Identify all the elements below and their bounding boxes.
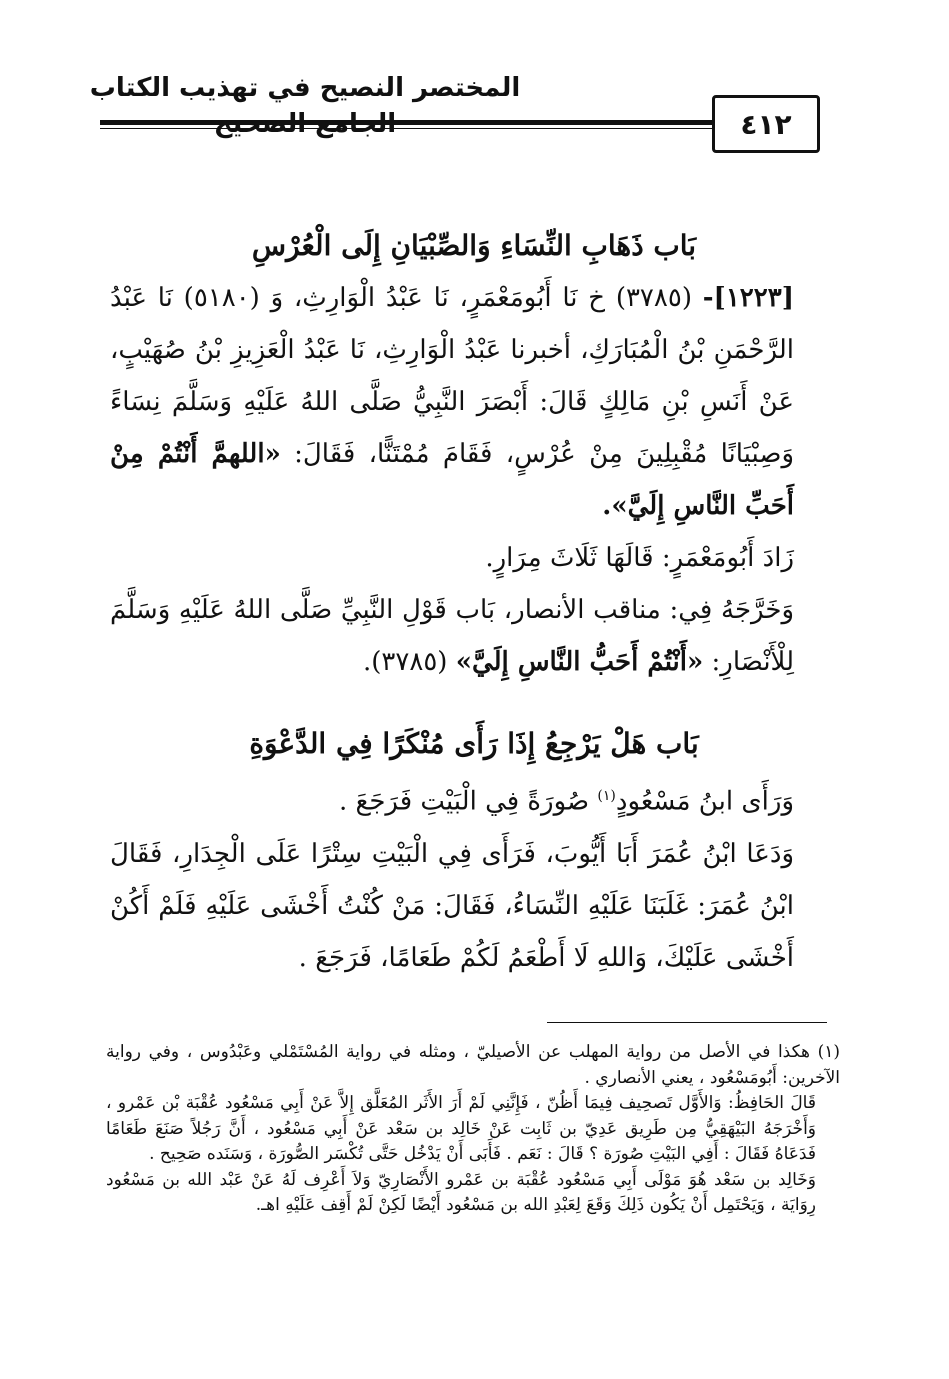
cross-reference-text: وَخَرَّجَهُ فِي: مناقب الأنصار، بَاب قَوْلِ النَّبِيِّ صَلَّى اللهُ عَلَيْهِ وَسَلَّمَ لِلْأَنْصَارِ: [110,595,794,677]
running-title: المختصر النصيح في تهذيب الكتاب [89,73,521,103]
footnote-hafiz-comment: قَالَ الحَافِظُ: وَالأَوَّل تَصحِيف فِيمَا أَظُنّ ، فَإِنَّنِي لَمْ أَرَ الأَثَر المُعَلَّق إِلاَّ عَنْ أَبِي مَسْعُود عُقْبَة بْن عَمْرو ، وَأَخْرَجَهُ البَيْهَقِيُّ مِن طَرِيق عَدِيّ بن ثَابِت عَنْ خَالِد بن سَعْد عَنْ أَبِي مَسْعُود ، أَنَّ رَجُلاً صَنَعَ طَعَامًا فَدَعَاهُ فَقَالَ : أَفِي البَيْتِ صُورَة ؟ قَالَ : نَعَم . فَأَبَى أَنْ يَدْخُل حَتَّى تُكْسَر الصُّورَة ، وَسَنَده صَحِيح . [106,1093,816,1164]
chapter-heading-2: بَاب هَلْ يَرْجِعُ إِذَا رَأَى مُنْكَرًا فِي الدَّعْوَةِ [249,727,699,760]
header-rule-thin [100,128,712,129]
header-rule [100,120,712,125]
chapter-heading-1: بَاب ذَهَابِ النِّسَاءِ وَالصِّبْيَانِ إِلَى الْعُرْسِ [251,229,697,262]
hadith-text: (٣٧٨٥) خ نَا أَبُومَعْمَرٍ، نَا عَبْدُ الْوَارِثِ، وَ (٥١٨٠) نَا عَبْدُ الرَّحْمَنِ بْنُ الْمُبَارَكِ، أخبرنا عَبْدُ الْوَارِثِ، نَا عَبْدُ الْعَزِيزِ بْنُ صُهَيْبٍ، عَنْ أَنَسِ بْنِ مَالِكٍ قَالَ: أَبْصَرَ النَّبِيُّ صَلَّى اللهُ عَلَيْهِ وَسَلَّمَ نِسَاءً وَصِبْيَانًا مُقْبِلِينَ مِنْ عُرْسٍ، فَقَامَ مُمْتَنًّا، فَقَالَ: [110,283,794,469]
prophetic-quote: «اللهمَّ أَنْتُمْ مِنْ أَحَبِّ النَّاسِ إِلَيَّ». [110,439,794,521]
hadith-number: [١٢٢٣]- [702,283,794,313]
footnote-1: (١) هكذا في الأصل من رواية المهلب عن الأصيليّ ، ومثله في رواية المُسْتَمْلي وعَبْدُوس ، وفي رواية الآخرين: أَبُومَسْعُود ، يعني الأنصاري . [106,1042,841,1088]
footnote-reference: (١) [597,788,616,804]
footnote-khalid-comment: وَخَالِد بن سَعْد هُوَ مَوْلَى أَبِي مَسْعُود عُقْبَة بن عَمْرو الأَنْصَارِيّ وَلاَ أَعْرِف لَهُ عَنْ عَبْد الله بن مَسْعُود رِوَايَة ، وَيَحْتَمِل أَنْ يَكُون ذَلِكَ وَقَعَ لِعَبْدِ الله بن مَسْعُود أَيْضًا لَكِنْ لَمْ أَقِف عَلَيْهِ اهـ. [106,1169,816,1215]
page-number: ٤١٢ [712,95,820,153]
ibn-umar-paragraph: وَدَعَا ابْنُ عُمَرَ أَبَا أَيُّوبَ، فَرَأَى فِي الْبَيْتِ سِتْرًا عَلَى الْجِدَارِ، فَقَالَ ابْنُ عُمَرَ: غَلَبَنَا عَلَيْهِ النِّسَاءُ، فَقَالَ: مَنْ كُنْتُ أَخْشَى عَلَيْهِ فَلَمْ أَكُنْ أَخْشَى عَلَيْكَ، وَاللهِ لَا أَطْعَمُ لَكُمْ طَعَامًا، فَرَجَعَ . [110,838,794,973]
ibn-masud-text: وَرَأَى ابنُ مَسْعُودٍ [615,786,794,817]
ibn-masud-text-end: صُورَةً فِي الْبَيْتِ فَرَجَعَ . [338,786,590,817]
addition-paragraph: زَادَ أَبُومَعْمَرٍ: قَالَهَا ثَلَاثَ مِرَارٍ. [485,543,794,573]
footnotes [106,1040,840,1219]
cross-reference-paragraph [110,584,838,688]
cross-reference-quote: «أَنْتُمْ أَحَبُّ النَّاسِ إِلَيَّ» [455,647,704,677]
ibn-masud-paragraph [110,770,838,828]
hadith-paragraph [110,272,838,532]
cross-reference-number: (٣٧٨٥). [363,647,448,677]
main-text [110,220,838,984]
footnote-separator [547,1022,827,1023]
